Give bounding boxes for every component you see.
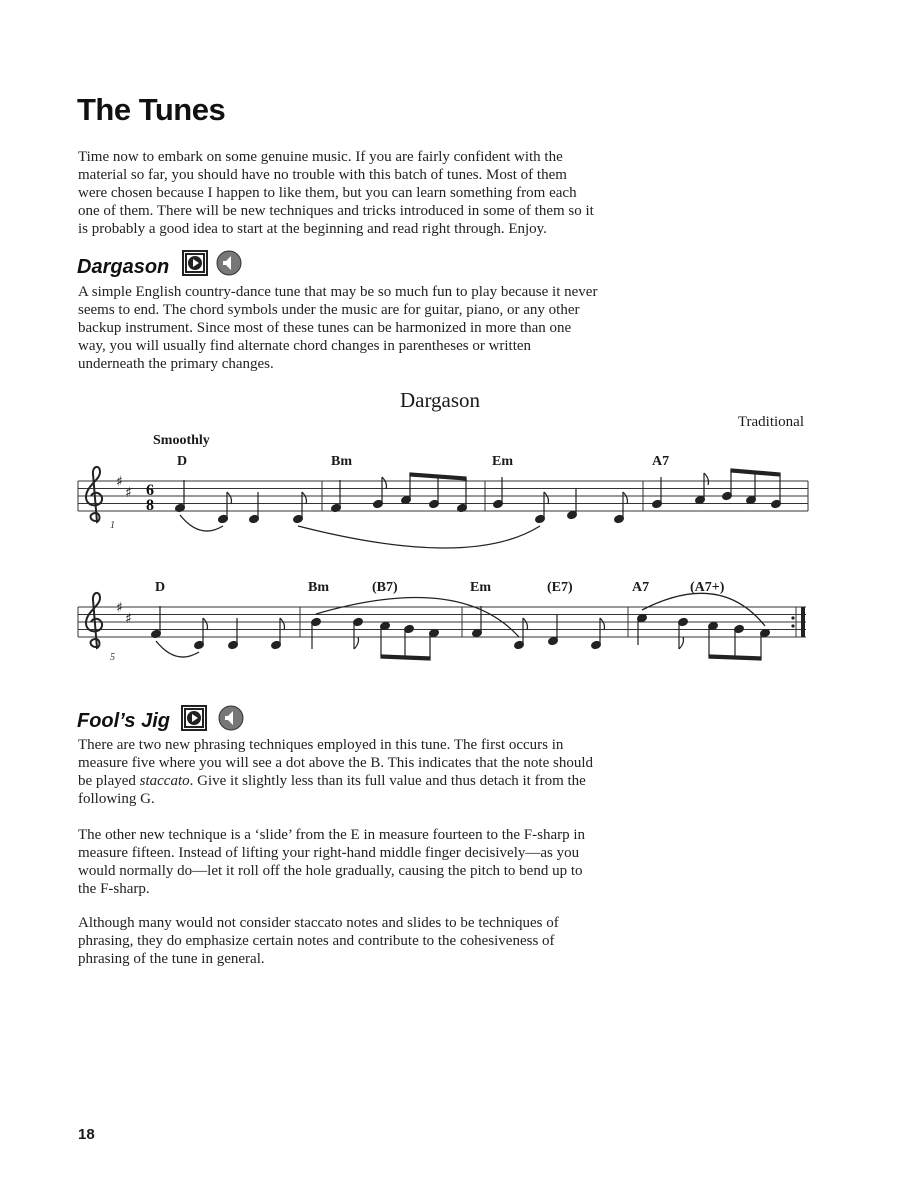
text-segment: . Give it slightly less than its full value and thus detach it from the — [189, 773, 586, 790]
text-line: would normally do—let it roll off the hole gradually, causing the pitch to bend up to — [78, 863, 583, 880]
text-line: is probably a good idea to start at the beginning and read right through. Enjoy. — [78, 221, 547, 238]
sharp-symbol: ♯ — [116, 474, 123, 490]
time-sig-top: 6 — [146, 482, 154, 499]
text-line: phrasing, they do emphasize certain notes and contribute to the cohesiveness of — [78, 933, 555, 950]
chord-symbol: D — [177, 454, 188, 469]
staff-system-1 — [78, 481, 808, 511]
treble-clef — [86, 467, 102, 522]
page-number: 18 — [78, 1126, 95, 1143]
play-video-icon[interactable] — [181, 705, 207, 731]
text-line: seems to end. The chord symbols under the music are for guitar, piano, or any other — [78, 302, 580, 319]
text-segment: be played — [78, 773, 140, 790]
text-line: the F-sharp. — [78, 881, 150, 898]
chord-symbol: Bm — [331, 454, 352, 469]
chord-symbol: (B7) — [372, 580, 398, 595]
text-line: A simple English country-dance tune that may be so much fun to play because it never — [78, 284, 598, 300]
repeat-dot — [791, 624, 794, 627]
text-line: one of them. There will be new techniques and tricks introduced in some of them so it — [78, 203, 594, 220]
final-barline — [801, 607, 805, 637]
chord-symbol: Bm — [308, 580, 329, 595]
chord-symbol: (E7) — [547, 580, 573, 595]
chord-symbol: A7 — [632, 580, 650, 595]
staccato-term: staccato — [139, 773, 190, 790]
staff-system-2 — [78, 607, 806, 637]
text-line: There are two new phrasing techniques employed in this tune. The first occurs in — [78, 737, 564, 753]
text-line: following G. — [78, 791, 155, 808]
text-line: Time now to embark on some genuine music. If you are fairly confident with the — [78, 149, 563, 165]
text-line: were chosen because I happen to like them, but you can learn something from each — [78, 185, 577, 202]
sharp-symbol: ♯ — [125, 485, 132, 501]
text-line: way, you will usually find alternate chord changes in parentheses or written — [78, 338, 532, 355]
text-line — [78, 772, 668, 790]
slur — [156, 593, 765, 657]
dargason-heading: Dargason — [77, 256, 170, 278]
text-line: underneath the primary changes. — [78, 356, 274, 373]
chord-symbol: Em — [492, 454, 513, 469]
chord-symbol: A7 — [652, 454, 670, 469]
sharp-symbol: ♯ — [116, 600, 123, 616]
fools-jig-paragraph-1 — [78, 736, 668, 808]
chord-symbol: (A7+) — [690, 580, 725, 595]
time-sig-bottom: 8 — [146, 497, 154, 514]
fools-jig-paragraph-2 — [78, 826, 668, 898]
chord-symbol: Em — [470, 580, 491, 595]
chord-symbol: D — [155, 580, 166, 595]
text-line: backup instrument. Since most of these tunes can be harmonized in more than one — [78, 320, 572, 337]
page-title: The Tunes — [77, 92, 226, 127]
text-line: The other new technique is a ‘slide’ from the E in measure fourteen to the F-sharp in — [78, 827, 586, 843]
repeat-dot — [791, 616, 794, 619]
score-title: Dargason — [399, 388, 481, 412]
text-line: material so far, you should have no trouble with this batch of tunes. Most of them — [78, 167, 567, 184]
score-composer: Traditional — [737, 414, 804, 430]
sharp-symbol: ♯ — [125, 611, 132, 627]
text-line: measure five where you will see a dot above the B. This indicates that the note should — [78, 755, 594, 772]
text-line: Although many would not consider staccato notes and slides to be techniques of — [78, 915, 559, 931]
text-line: measure fifteen. Instead of lifting your right-hand middle finger decisively—as you — [78, 845, 580, 862]
measure-number: 5 — [110, 652, 115, 663]
measure-number: 1 — [110, 520, 115, 531]
audio-speaker-icon[interactable] — [218, 705, 244, 731]
fools-jig-heading: Fool’s Jig — [77, 710, 170, 732]
tempo-marking: Smoothly — [153, 433, 210, 448]
treble-clef — [86, 593, 102, 648]
fools-jig-paragraph-3 — [78, 914, 668, 968]
text-line: phrasing of the tune in general. — [78, 951, 265, 968]
slur — [180, 515, 540, 548]
